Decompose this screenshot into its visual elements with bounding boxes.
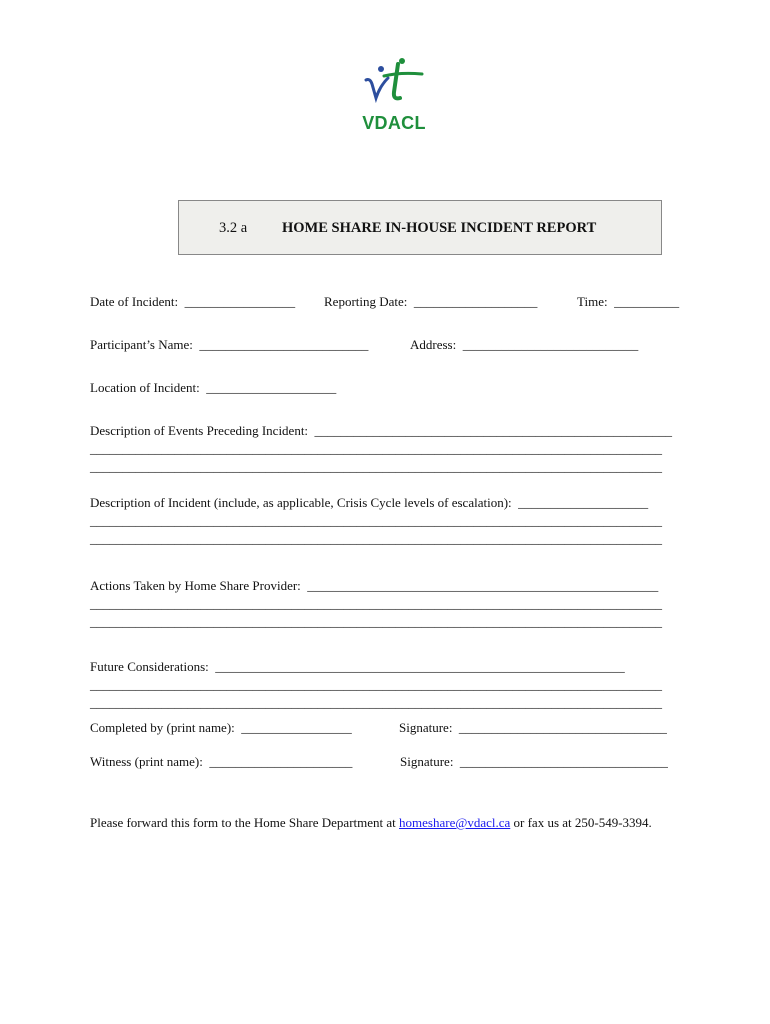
witness-field[interactable]: Witness (print name): ______________________	[90, 754, 353, 769]
preceding-events-line-2[interactable]: ________________________________________________________________________________________	[90, 441, 662, 456]
participant-name-field[interactable]: Participant’s Name: __________________________	[90, 337, 369, 352]
signature-field-1[interactable]: Signature: ________________________________	[399, 720, 667, 735]
location-field[interactable]: Location of Incident: ____________________	[90, 380, 337, 395]
title-box	[178, 200, 662, 255]
actions-taken-line-3[interactable]: ________________________________________________________________________________________	[90, 614, 662, 629]
future-considerations-field[interactable]: Future Considerations: _______________________________________________________________	[90, 659, 625, 674]
section-number: 3.2 a	[219, 220, 248, 236]
completed-by-field[interactable]: Completed by (print name): _________________	[90, 720, 352, 735]
time-field[interactable]: Time: __________	[577, 294, 680, 309]
actions-taken-field[interactable]: Actions Taken by Home Share Provider: ______________________________________________________	[90, 578, 659, 593]
preceding-events-line-3[interactable]: ________________________________________________________________________________________	[90, 459, 662, 474]
report-title: HOME SHARE IN-HOUSE INCIDENT REPORT	[282, 220, 597, 236]
future-considerations-line-3[interactable]: ________________________________________________________________________________________	[90, 695, 662, 710]
incident-description-line-2[interactable]: ________________________________________________________________________________________	[90, 513, 662, 528]
footer-text-after: or fax us at 250-549-3394.	[510, 815, 652, 830]
preceding-events-field[interactable]: Description of Events Preceding Incident: _______________________________________________________	[90, 423, 673, 438]
signature-field-2[interactable]: Signature: ________________________________	[400, 754, 668, 769]
logo-text: VDACL	[362, 113, 426, 133]
email-link[interactable]: homeshare@vdacl.ca	[399, 815, 511, 830]
footer-text-before: Please forward this form to the Home Share Department at	[90, 815, 400, 830]
actions-taken-line-2[interactable]: ________________________________________________________________________________________	[90, 596, 662, 611]
incident-description-line-3[interactable]: ________________________________________________________________________________________	[90, 531, 662, 546]
future-considerations-line-2[interactable]: ________________________________________________________________________________________	[90, 677, 662, 692]
address-field[interactable]: Address: ___________________________	[410, 337, 639, 352]
date-of-incident-field[interactable]: Date of Incident: _________________	[90, 294, 296, 309]
incident-description-field[interactable]: Description of Incident (include, as applicable, Crisis Cycle levels of escalation): ____________________	[90, 495, 649, 510]
footer-instructions	[90, 815, 652, 831]
vdacl-logo	[356, 58, 436, 138]
reporting-date-field[interactable]: Reporting Date: ___________________	[324, 294, 538, 309]
